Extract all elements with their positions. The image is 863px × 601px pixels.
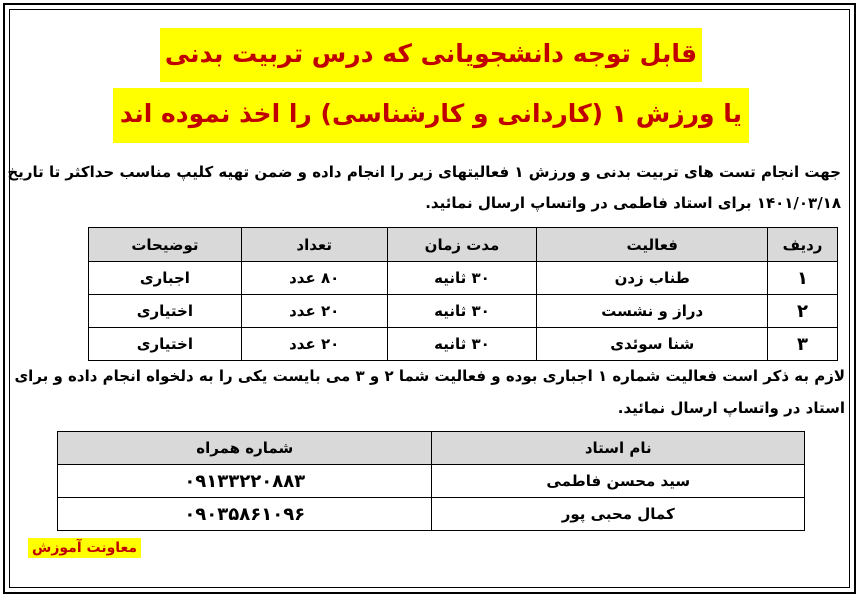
- phone-number: ۰۹۱۳۳۲۲۰۸۸۳: [58, 465, 432, 498]
- table-row: [89, 295, 838, 328]
- row-number: ۲: [768, 295, 838, 328]
- header-activity: فعالیت: [537, 228, 768, 262]
- header-phone: شماره همراه: [58, 432, 432, 465]
- activity-description: اختیاری: [89, 328, 242, 361]
- note-line-1: لازم به ذکر است فعالیت شماره ۱ اجباری بوده و فعالیت شما ۲ و ۳ می بایست یکی را به دلخواه انجام داده و برای: [14, 367, 845, 385]
- activity-name: دراز و نشست: [537, 295, 768, 328]
- intro-line-1: جهت انجام تست های تربیت بدنی و ورزش ۱ فعالیتهای زیر را انجام داده و ضمن تهیه کلیپ مناسب حداکثر تا تاریخ: [7, 163, 841, 181]
- teacher-name: کمال محبی پور: [432, 498, 805, 531]
- activity-name: شنا سوئدی: [537, 328, 768, 361]
- activity-description: اختیاری: [89, 295, 242, 328]
- activity-count: ۸۰ عدد: [241, 262, 387, 295]
- activity-name: طناب زدن: [537, 262, 768, 295]
- intro-line-2: ۱۴۰۱/۰۳/۱۸ برای استاد فاطمی در واتساپ ارسال نمائید.: [425, 194, 841, 212]
- activities-table: [88, 227, 838, 361]
- activity-count: ۲۰ عدد: [241, 328, 387, 361]
- table-row: [58, 498, 805, 531]
- table-row: [89, 262, 838, 295]
- header-duration: مدت زمان: [387, 228, 537, 262]
- teacher-name: سید محسن فاطمی: [432, 465, 805, 498]
- row-number: ۳: [768, 328, 838, 361]
- row-number: ۱: [768, 262, 838, 295]
- header-row-number: ردیف: [768, 228, 838, 262]
- contacts-table: [57, 431, 805, 531]
- header-description: توضیحات: [89, 228, 242, 262]
- activity-description: اجباری: [89, 262, 242, 295]
- phone-number: ۰۹۰۳۵۸۶۱۰۹۶: [58, 498, 432, 531]
- header-teacher-name: نام استاد: [432, 432, 805, 465]
- activities-header-row: [89, 228, 838, 262]
- title-line-1: قابل توجه دانشجویانی که درس تربیت بدنی: [160, 28, 702, 82]
- table-row: [89, 328, 838, 361]
- activity-duration: ۳۰ ثانیه: [387, 262, 537, 295]
- activity-duration: ۳۰ ثانیه: [387, 328, 537, 361]
- title-line-2: یا ورزش ۱ (کاردانی و کارشناسی) را اخذ نموده اند: [113, 88, 749, 143]
- table-row: [58, 465, 805, 498]
- header-count: تعداد: [241, 228, 387, 262]
- note-line-2: استاد در واتساپ ارسال نمائید.: [617, 399, 845, 417]
- activity-duration: ۳۰ ثانیه: [387, 295, 537, 328]
- activity-count: ۲۰ عدد: [241, 295, 387, 328]
- contacts-header-row: [58, 432, 805, 465]
- signature: معاونت آموزش: [28, 538, 141, 558]
